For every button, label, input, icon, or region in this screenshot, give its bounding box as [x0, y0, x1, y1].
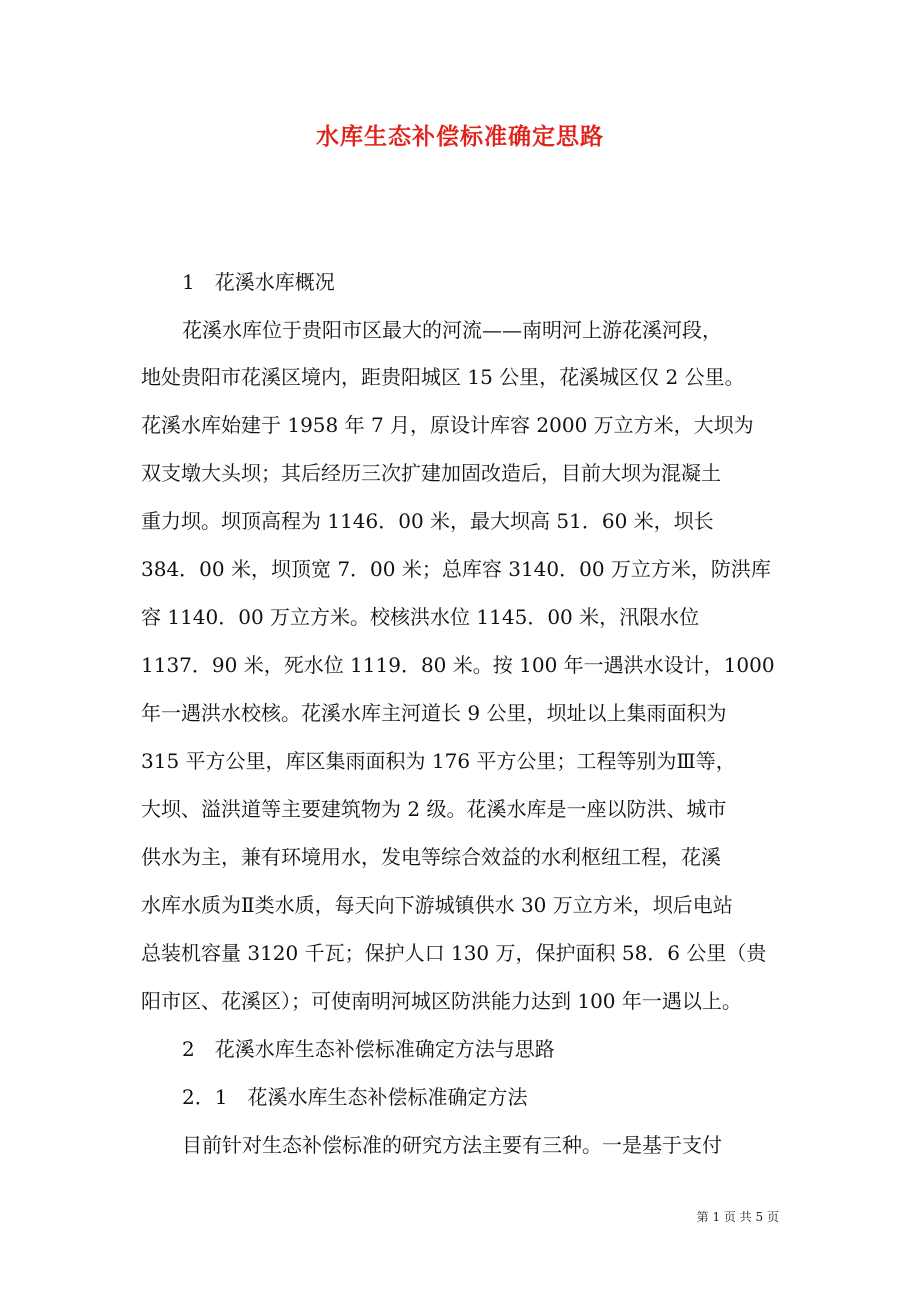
paragraph-line: 总装机容量 3120 千瓦；保护人口 130 万，保护面积 58．6 公里（贵: [141, 941, 767, 965]
paragraph-line: 水库水质为Ⅱ类水质，每天向下游城镇供水 30 万立方米，坝后电站: [141, 893, 733, 917]
section-heading-1: 1 花溪水库概况: [182, 270, 335, 294]
paragraph-line: 容 1140．00 万立方米。校核洪水位 1145．00 米，汛限水位: [141, 605, 700, 629]
paragraph-line: 双支墩大头坝；其后经历三次扩建加固改造后，目前大坝为混凝土: [141, 461, 721, 485]
section-heading-2-1: 2．1 花溪水库生态补偿标准确定方法: [182, 1085, 528, 1109]
paragraph-line: 384．00 米，坝顶宽 7．00 米；总库容 3140．00 万立方米，防洪库: [141, 557, 771, 581]
paragraph-line: 大坝、溢洪道等主要建筑物为 2 级。花溪水库是一座以防洪、城市: [141, 797, 727, 821]
paragraph-line: 花溪水库位于贵阳市区最大的河流——南明河上游花溪河段，: [182, 318, 722, 342]
paragraph-line: 1137．90 米，死水位 1119．80 米。按 100 年一遇洪水设计，1000: [141, 653, 775, 677]
section-heading-2: 2 花溪水库生态补偿标准确定方法与思路: [182, 1037, 555, 1061]
paragraph-line: 年一遇洪水校核。花溪水库主河道长 9 公里，坝址以上集雨面积为: [141, 701, 727, 725]
document-title: 水库生态补偿标准确定思路: [316, 123, 604, 150]
page-number-footer: 第 1 页 共 5 页: [696, 1210, 779, 1224]
paragraph-line: 重力坝。坝顶高程为 1146．00 米，最大坝高 51．60 米，坝长: [141, 509, 714, 533]
paragraph-line: 地处贵阳市花溪区境内，距贵阳城区 15 公里，花溪城区仅 2 公里。: [141, 365, 745, 389]
paragraph-line: 315 平方公里，库区集雨面积为 176 平方公里；工程等别为Ⅲ等，: [141, 749, 736, 773]
paragraph-line: 目前针对生态补偿标准的研究方法主要有三种。一是基于支付: [182, 1133, 722, 1157]
paragraph-line: 花溪水库始建于 1958 年 7 月，原设计库容 2000 万立方米，大坝为: [141, 413, 754, 437]
paragraph-line: 供水为主，兼有环境用水，发电等综合效益的水利枢纽工程，花溪: [141, 845, 721, 869]
paragraph-line: 阳市区、花溪区）；可使南明河城区防洪能力达到 100 年一遇以上。: [141, 989, 742, 1013]
